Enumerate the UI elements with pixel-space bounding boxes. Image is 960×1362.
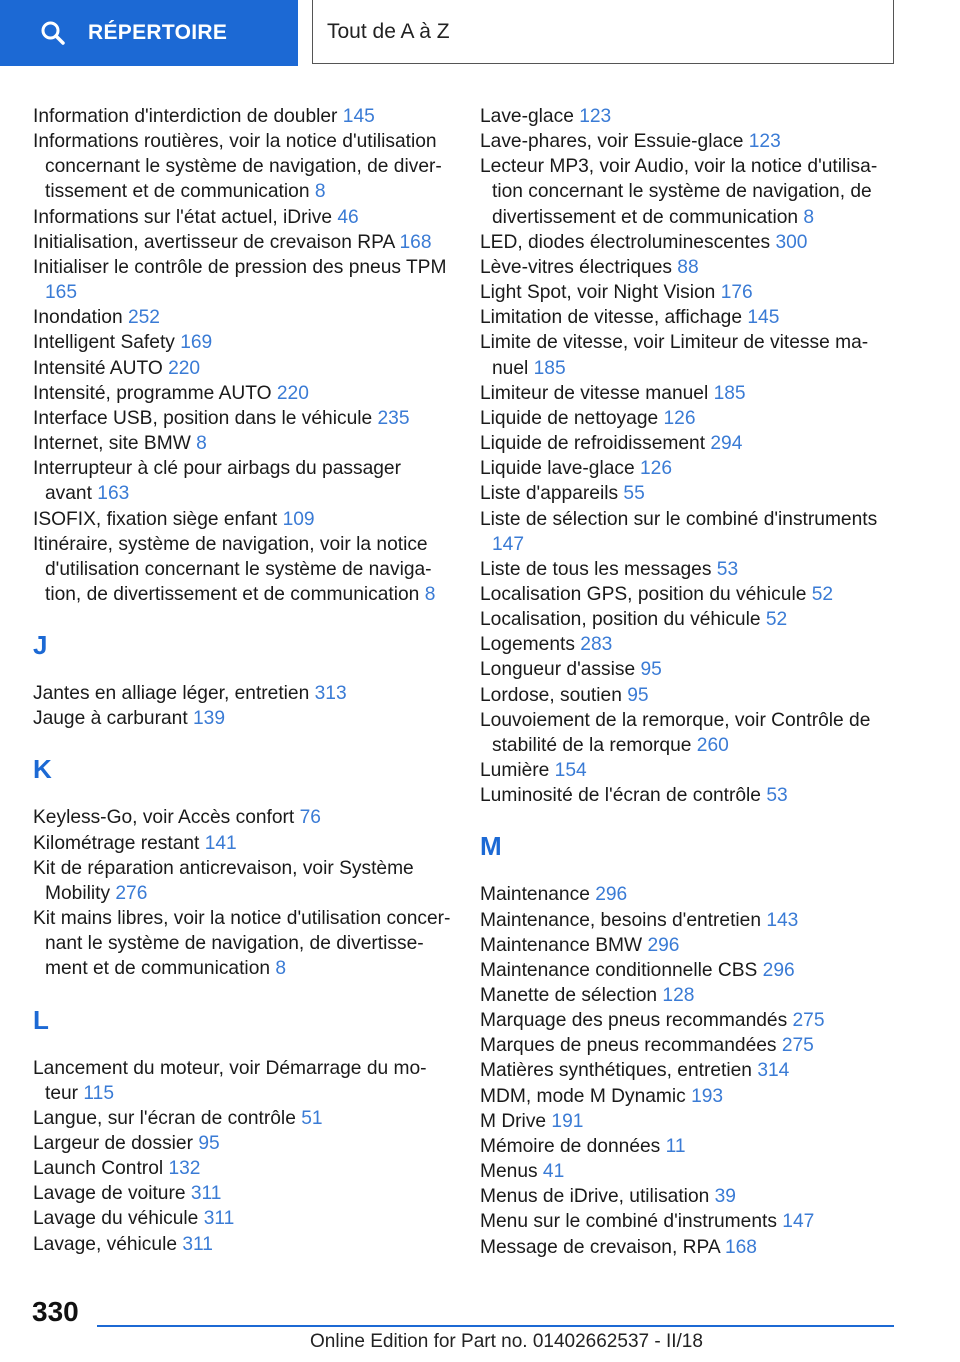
index-entry: [480, 305, 890, 330]
index-entry-text: Informations sur l'état actuel, iDrive: [33, 206, 338, 228]
page-link[interactable]: 39: [714, 1186, 736, 1208]
index-entry: [480, 1134, 890, 1159]
index-entry: [480, 1008, 890, 1033]
section-letter-m: M: [480, 831, 502, 862]
page-link[interactable]: 294: [710, 433, 743, 455]
page-link[interactable]: 115: [83, 1082, 114, 1104]
index-entry: [33, 104, 453, 129]
index-entry-text: Maintenance, besoins d'entretien: [480, 909, 767, 931]
index-entry-text: Lecteur MP3, voir Audio, voir la notice d'utilisation concernant le système de navigation, de divertissement et de communication: [480, 156, 878, 228]
index-entry-text: Intelligent Safety: [33, 332, 181, 354]
index-entry-text: Itinéraire, système de navigation, voir la notice d'utilisation concernant le système de navigation, de divertissement et de communication: [33, 533, 432, 605]
index-entry-text: Lève-vitres électriques: [480, 256, 678, 278]
index-entry: [480, 280, 890, 305]
index-entry-text: Initialisation, avertisseur de crevaison RPA: [33, 231, 400, 253]
page-link[interactable]: 296: [762, 959, 795, 981]
section-title-box: [312, 0, 894, 64]
index-entry-text: Jauge à carburant: [33, 708, 194, 730]
page-link[interactable]: 147: [492, 533, 525, 555]
page-link[interactable]: 145: [747, 307, 780, 329]
index-entry: [480, 230, 890, 255]
index-entry: [33, 1056, 453, 1106]
page-link[interactable]: 193: [691, 1085, 724, 1107]
page-link[interactable]: 313: [314, 683, 347, 705]
page-link[interactable]: 276: [115, 882, 148, 904]
index-entry: [480, 381, 890, 406]
index-entry: [480, 557, 890, 582]
page-link[interactable]: 275: [781, 1035, 814, 1057]
page-link[interactable]: 88: [677, 256, 699, 278]
index-entry: [480, 983, 890, 1008]
index-entry: [480, 1084, 890, 1109]
index-entry: [33, 356, 453, 381]
index-entry: [33, 681, 453, 706]
index-entry-text: Interrupteur à clé pour airbags du passager avant: [33, 458, 401, 505]
index-entry: [33, 129, 453, 204]
section-title: Tout de A à Z: [327, 19, 450, 43]
page-link[interactable]: 128: [662, 985, 695, 1006]
page-link[interactable]: 185: [533, 357, 566, 379]
section-letter-k: K: [33, 754, 52, 785]
page-link[interactable]: 191: [551, 1110, 584, 1132]
index-entry: [33, 456, 453, 506]
page-link[interactable]: 260: [696, 734, 729, 756]
index-entry: [480, 507, 890, 557]
page-link[interactable]: 141: [204, 832, 237, 854]
index-entry: [480, 1033, 890, 1058]
page-link[interactable]: 314: [757, 1060, 790, 1082]
page-link[interactable]: 123: [748, 131, 781, 153]
index-entry-text: ISOFIX, fixation siège enfant: [33, 508, 283, 530]
index-entry: [480, 154, 890, 229]
index-entry: [480, 607, 890, 632]
index-entry-text: Localisation, position du véhicule: [480, 609, 766, 631]
index-entry-text: Liste d'appareils: [480, 483, 624, 505]
index-entry-text: Largeur de dossier: [33, 1133, 199, 1154]
page-link[interactable]: 8: [803, 206, 815, 228]
page-link[interactable]: 126: [640, 458, 673, 480]
index-entry: [480, 632, 890, 657]
index-column-left: [33, 104, 453, 1257]
index-entry: [480, 255, 890, 280]
top-bar: [0, 0, 960, 68]
index-entry-text: M Drive: [480, 1110, 552, 1132]
index-list-l: [33, 1056, 453, 1257]
page-link[interactable]: 95: [627, 684, 649, 706]
page-link[interactable]: 296: [647, 934, 680, 956]
index-entry: [480, 431, 890, 456]
index-entry: [480, 683, 890, 708]
page-link[interactable]: 300: [775, 231, 808, 253]
page-link[interactable]: 185: [713, 382, 746, 404]
page-link[interactable]: 296: [595, 884, 628, 906]
index-entry-text: Initialiser le contrôle de pression des pneus TPM: [33, 256, 447, 278]
index-entry-text: Matières synthétiques, entretien: [480, 1060, 758, 1082]
index-entry: [480, 783, 890, 808]
page-link[interactable]: 53: [716, 558, 739, 580]
page-link[interactable]: 55: [623, 483, 645, 505]
page-link[interactable]: 52: [811, 583, 834, 605]
index-entry-text: Luminosité de l'écran de contrôle: [480, 785, 767, 807]
index-entry-text: Menus de iDrive, utilisation: [480, 1186, 715, 1208]
index-entry: [33, 1106, 453, 1131]
page-link[interactable]: 11: [665, 1135, 686, 1157]
index-entry-text: Marquage des pneus recommandés: [480, 1010, 793, 1032]
index-entry-text: Lave-glace: [480, 106, 580, 127]
page-link[interactable]: 126: [663, 407, 696, 429]
index-entry-text: Louvoiement de la remorque, voir Contrôle de stabilité de la remorque: [480, 709, 871, 756]
index-entry-text: Langue, sur l'écran de contrôle: [33, 1107, 302, 1129]
index-entry: [33, 431, 453, 456]
page-link[interactable]: 169: [180, 332, 213, 354]
index-entry-text: Limite de vitesse, voir Limiteur de vitesse manuel: [480, 332, 869, 379]
index-entry: [480, 657, 890, 682]
index-entry-text: Liste de tous les messages: [480, 558, 717, 580]
index-entry: [480, 758, 890, 783]
index-entry: [33, 507, 453, 532]
index-entry-text: Interface USB, position dans le véhicule: [33, 407, 378, 429]
page-link[interactable]: 132: [168, 1158, 201, 1180]
index-entry-text: Localisation GPS, position du véhicule: [480, 583, 812, 605]
repertoire-button[interactable]: [0, 0, 298, 66]
index-entry: [33, 205, 453, 230]
page-link[interactable]: 41: [542, 1161, 565, 1183]
index-entry-text: Logements: [480, 634, 581, 656]
index-entry: [480, 958, 890, 983]
index-entry: [480, 330, 890, 380]
index-entry-text: Kit de réparation anticrevaison, voir Système Mobility: [33, 857, 414, 904]
index-entry: [33, 381, 453, 406]
index-entry-text: Lavage de voiture: [33, 1183, 191, 1205]
index-entry-text: Menus: [480, 1161, 543, 1183]
index-entry-text: MDM, mode M Dynamic: [480, 1085, 692, 1107]
index-entry-text: Keyless-Go, voir Accès confort: [33, 807, 300, 829]
index-entry: [480, 456, 890, 481]
index-entry-text: Liquide de nettoyage: [480, 407, 664, 429]
index-entry-text: Kit mains libres, voir la notice d'utilisation concernant le système de navigation, de divertissement et de communication: [33, 908, 451, 980]
index-entry: [33, 1206, 453, 1231]
index-entry-text: Lancement du moteur, voir Démarrage du moteur: [33, 1057, 427, 1104]
index-entry-text: Intensité AUTO: [33, 357, 169, 379]
index-list-i: [33, 104, 453, 607]
index-entry-text: Intensité, programme AUTO: [33, 382, 277, 404]
index-entry: [480, 406, 890, 431]
index-entry-text: Lordose, soutien: [480, 684, 628, 706]
page-link[interactable]: 176: [720, 282, 753, 304]
index-entry-text: Liquide lave-glace: [480, 458, 641, 480]
index-list-k: [33, 805, 453, 981]
index-entry: [33, 856, 453, 906]
index-entry-text: Maintenance: [480, 884, 596, 906]
page-link[interactable]: 123: [579, 106, 612, 127]
page-link[interactable]: 109: [282, 508, 315, 530]
index-entry-text: Inondation: [33, 307, 128, 329]
index-entry-text: Internet, site BMW: [33, 433, 197, 455]
index-list-m: [480, 882, 890, 1259]
page-link[interactable]: 168: [724, 1236, 757, 1258]
index-entry: [33, 255, 453, 305]
index-list-j: [33, 681, 453, 731]
page-link[interactable]: 311: [203, 1208, 235, 1230]
index-entry-text: Information d'interdiction de doubler: [33, 106, 343, 127]
index-entry: [480, 104, 890, 129]
index-entry: [33, 305, 453, 330]
index-entry-text: Launch Control: [33, 1158, 169, 1180]
index-entry: [480, 1159, 890, 1184]
page-link[interactable]: 283: [580, 634, 613, 656]
index-entry-text: Lave-phares, voir Essuie-glace: [480, 131, 749, 153]
index-entry: [480, 882, 890, 907]
page-link[interactable]: 8: [314, 181, 326, 203]
index-entry-text: Light Spot, voir Night Vision: [480, 282, 721, 304]
index-entry: [480, 908, 890, 933]
index-entry: [480, 1209, 890, 1234]
index-entry: [33, 1156, 453, 1181]
index-entry-text: Mémoire de données: [480, 1135, 666, 1157]
index-entry-text: Limitation de vitesse, affichage: [480, 307, 748, 329]
index-entry-text: Longueur d'assise: [480, 659, 641, 681]
page-number: 330: [32, 1296, 79, 1327]
page-link[interactable]: 53: [766, 785, 788, 807]
index-entry: [480, 582, 890, 607]
index-entry-text: Jantes en alliage léger, entretien: [33, 683, 315, 705]
page-link[interactable]: 8: [275, 958, 287, 980]
index-entry: [33, 1131, 453, 1156]
index-entry-text: Menu sur le combiné d'instruments: [480, 1211, 783, 1233]
page-link[interactable]: 95: [640, 659, 662, 681]
index-entry: [480, 129, 890, 154]
page-link[interactable]: 143: [766, 909, 799, 931]
index-entry: [480, 1184, 890, 1209]
index-column-right: [480, 104, 890, 1260]
index-entry-text: Lavage du véhicule: [33, 1208, 204, 1230]
search-icon: [40, 20, 66, 46]
page-link[interactable]: 154: [554, 760, 587, 782]
index-entry-text: Limiteur de vitesse manuel: [480, 382, 714, 404]
index-entry-text: Liste de sélection sur le combiné d'instruments: [480, 508, 878, 530]
page-link[interactable]: 168: [399, 231, 432, 253]
index-entry-text: Maintenance conditionnelle CBS: [480, 959, 763, 981]
index-list-l-continued: [480, 104, 890, 808]
index-entry: [480, 708, 890, 758]
index-entry-text: Marques de pneus recommandées: [480, 1035, 782, 1057]
index-entry: [33, 805, 453, 830]
index-entry: [33, 230, 453, 255]
index-entry: [33, 831, 453, 856]
page-link[interactable]: 220: [168, 357, 201, 379]
page-link[interactable]: 220: [276, 382, 309, 404]
page-link[interactable]: 147: [782, 1211, 815, 1233]
edition-note: Online Edition for Part no. 01402662537 - II/18: [310, 1331, 703, 1352]
index-entry: [33, 406, 453, 431]
page-link[interactable]: 145: [342, 106, 375, 127]
page-link[interactable]: 52: [765, 609, 788, 631]
footer-divider: [97, 1325, 894, 1327]
index-entry: [33, 906, 453, 981]
index-entry-text: LED, diodes électroluminescentes: [480, 231, 776, 253]
index-entry: [33, 1181, 453, 1206]
page-link[interactable]: 8: [196, 433, 207, 455]
page-link[interactable]: 165: [45, 282, 78, 304]
page-link[interactable]: 76: [299, 807, 321, 829]
index-entry-text: Maintenance BMW: [480, 934, 648, 956]
section-letter-l: L: [33, 1004, 49, 1035]
page-link[interactable]: 51: [301, 1107, 323, 1129]
page-link[interactable]: 163: [97, 483, 130, 505]
index-entry: [480, 481, 890, 506]
index-entry: [33, 1232, 453, 1257]
index-entry-text: Lumière: [480, 760, 555, 782]
index-entry: [480, 1109, 890, 1134]
page-link[interactable]: 139: [193, 708, 226, 730]
index-entry: [480, 1235, 890, 1260]
index-entry: [480, 1058, 890, 1083]
page-link[interactable]: 8: [424, 583, 436, 605]
page-link[interactable]: 252: [127, 307, 160, 329]
index-entry-text: Message de crevaison, RPA: [480, 1236, 725, 1258]
page-link[interactable]: 46: [337, 206, 359, 228]
page-link[interactable]: 311: [190, 1183, 222, 1205]
index-entry: [33, 706, 453, 731]
page-link[interactable]: 95: [198, 1133, 220, 1154]
page-link[interactable]: 311: [182, 1233, 213, 1255]
index-entry-text: Kilométrage restant: [33, 832, 205, 854]
index-entry: [33, 532, 453, 607]
section-letter-j: J: [33, 630, 48, 661]
index-entry-text: Manette de sélection: [480, 985, 663, 1006]
page-link[interactable]: 235: [377, 407, 410, 429]
index-entry: [33, 330, 453, 355]
index-entry-text: Informations routières, voir la notice d'utilisation concernant le système de navigation, de divertissement et de communication: [33, 131, 442, 203]
index-entry-text: Lavage, véhicule: [33, 1233, 183, 1255]
index-entry-text: Liquide de refroidissement: [480, 433, 711, 455]
page-link[interactable]: 275: [792, 1010, 825, 1032]
index-entry: [480, 933, 890, 958]
repertoire-label: RÉPERTOIRE: [88, 21, 228, 44]
